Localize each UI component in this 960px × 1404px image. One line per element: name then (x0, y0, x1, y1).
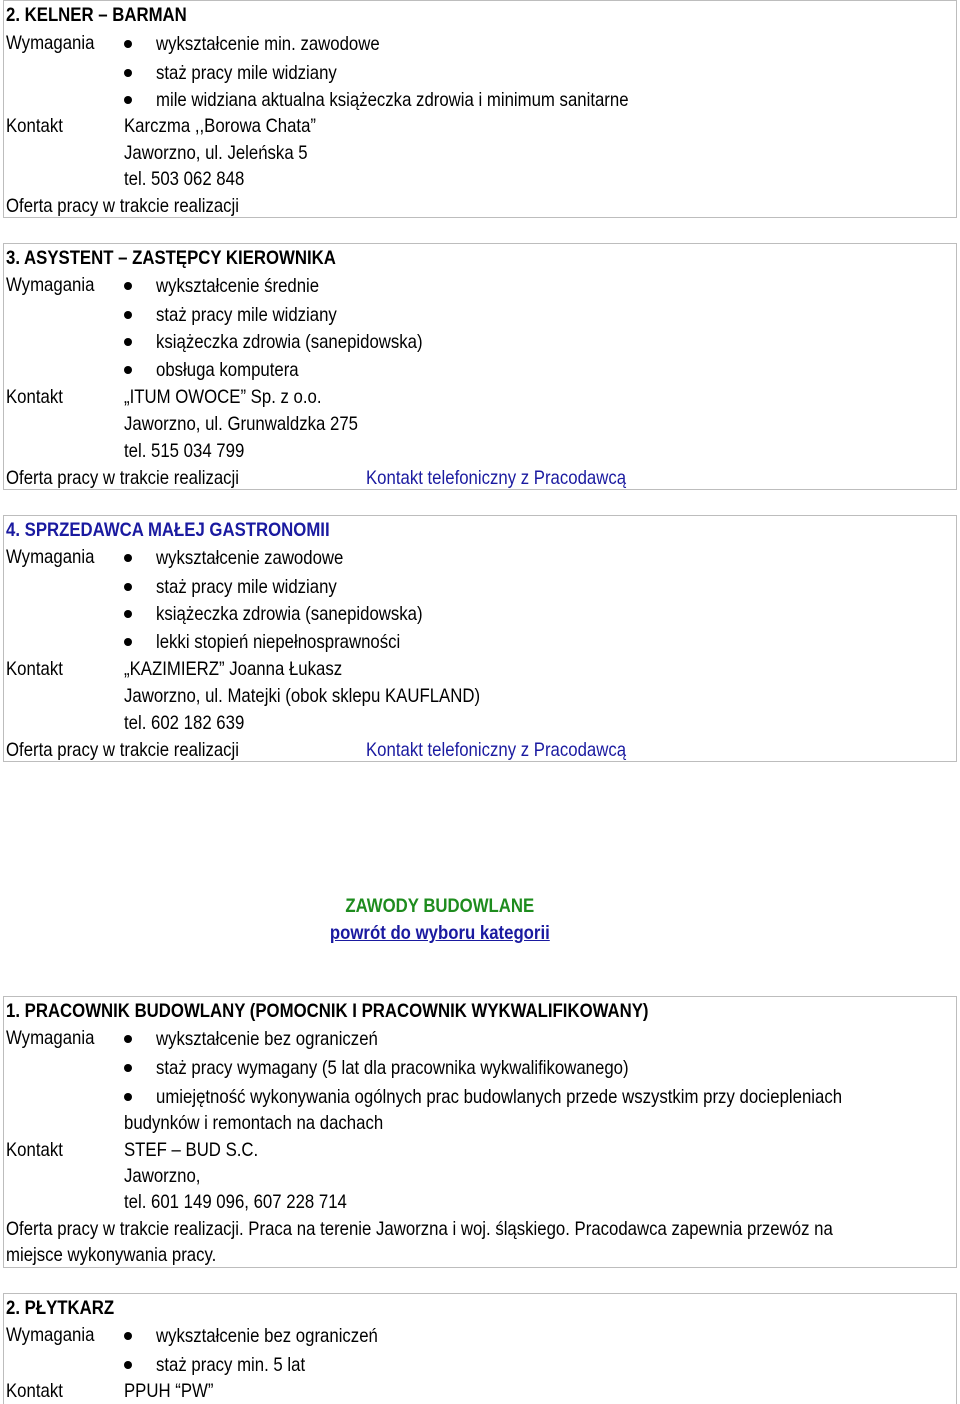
requirement-item: staż pracy mile widziany (156, 576, 337, 598)
offer-title: 2. KELNER – BARMAN (6, 4, 187, 26)
requirement-item: staż pracy mile widziany (156, 304, 337, 326)
back-to-categories-link-row (0, 920, 880, 946)
employer-name: Karczma ,,Borowa Chata” (124, 115, 317, 137)
requirement-item: staż pracy min. 5 lat (156, 1354, 306, 1376)
employer-name: „KAZIMIERZ” Joanna Łukasz (124, 658, 343, 680)
contact-label: Kontakt (6, 1380, 63, 1402)
offer-title: 3. ASYSTENT – ZASTĘPCY KIEROWNIKA (6, 247, 336, 269)
requirement-item: wykształcenie min. zawodowe (156, 33, 380, 55)
requirement-item: wykształcenie zawodowe (156, 547, 344, 569)
bullet-icon (124, 554, 132, 562)
employer-phone: tel. 515 034 799 (124, 440, 245, 462)
employer-address: Jaworzno, ul. Grunwaldzka 275 (124, 413, 358, 435)
phone-contact-note: Kontakt telefoniczny z Pracodawcą (366, 467, 627, 489)
bullet-icon (124, 1332, 132, 1340)
requirement-item: wykształcenie bez ograniczeń (156, 1028, 378, 1050)
contact-label: Kontakt (6, 115, 63, 137)
requirement-item: wykształcenie średnie (156, 275, 320, 297)
requirement-item: obsługa komputera (156, 359, 299, 381)
job-offer-kelner (3, 0, 957, 218)
employer-name: „ITUM OWOCE” Sp. z o.o. (124, 386, 322, 408)
employer-phone: tel. 503 062 848 (124, 168, 245, 190)
job-offer-plytkarz (3, 1293, 957, 1404)
requirement-item: lekki stopień niepełnosprawności (156, 631, 401, 653)
offer-title: 4. SPRZEDAWCA MAŁEJ GASTRONOMII (6, 519, 330, 541)
job-offer-sprzedawca (3, 515, 957, 762)
bullet-icon (124, 96, 132, 104)
bullet-icon (124, 1093, 132, 1101)
contact-label: Kontakt (6, 658, 63, 680)
bullet-icon (124, 1035, 132, 1043)
employer-name: STEF – BUD S.C. (124, 1139, 259, 1161)
employer-address: Jaworzno, (124, 1165, 201, 1187)
requirements-label: Wymagania (6, 1324, 95, 1346)
bullet-icon (124, 282, 132, 290)
bullet-icon (124, 40, 132, 48)
back-to-categories-link[interactable]: powrót do wyboru kategorii (330, 922, 550, 944)
requirements-label: Wymagania (6, 546, 95, 568)
offer-status: Oferta pracy w trakcie realizacji. Praca na terenie Jaworzna i woj. śląskiego. Pracodawca zapewnia przewóz na (6, 1218, 833, 1240)
offer-status: Oferta pracy w trakcie realizacji (6, 739, 239, 761)
requirement-item: książeczka zdrowia (sanepidowska) (156, 331, 423, 353)
requirement-item-continued: budynków i remontach na dachach (124, 1112, 384, 1134)
bullet-icon (124, 1361, 132, 1369)
job-offer-pracownik-budowlany (3, 996, 957, 1268)
employer-address: Jaworzno, ul. Matejki (obok sklepu KAUFLAND) (124, 685, 481, 707)
requirements-label: Wymagania (6, 1027, 95, 1049)
offer-status-continued: miejsce wykonywania pracy. (6, 1244, 217, 1266)
requirements-label: Wymagania (6, 32, 95, 54)
employer-address: Jaworzno, ul. Jeleńska 5 (124, 142, 308, 164)
requirements-label: Wymagania (6, 274, 95, 296)
employer-name: PPUH “PW” (124, 1380, 214, 1402)
bullet-icon (124, 610, 132, 618)
bullet-icon (124, 638, 132, 646)
requirement-item: książeczka zdrowia (sanepidowska) (156, 603, 423, 625)
bullet-icon (124, 583, 132, 591)
bullet-icon (124, 311, 132, 319)
offer-status: Oferta pracy w trakcie realizacji (6, 467, 239, 489)
bullet-icon (124, 1064, 132, 1072)
requirement-item: mile widziana aktualna książeczka zdrowia i minimum sanitarne (156, 89, 629, 111)
phone-contact-note: Kontakt telefoniczny z Pracodawcą (366, 739, 627, 761)
bullet-icon (124, 366, 132, 374)
contact-label: Kontakt (6, 386, 63, 408)
offer-status: Oferta pracy w trakcie realizacji (6, 195, 239, 217)
offer-title: 2. PŁYTKARZ (6, 1297, 115, 1319)
bullet-icon (124, 69, 132, 77)
category-heading: ZAWODY BUDOWLANE (345, 895, 535, 917)
employer-phone: tel. 602 182 639 (124, 712, 245, 734)
contact-label: Kontakt (6, 1139, 63, 1161)
requirement-item: staż pracy mile widziany (156, 62, 337, 84)
requirement-item: wykształcenie bez ograniczeń (156, 1325, 378, 1347)
bullet-icon (124, 338, 132, 346)
requirement-item: staż pracy wymagany (5 lat dla pracownika wykwalifikowanego) (156, 1057, 629, 1079)
requirement-item: umiejętność wykonywania ogólnych prac budowlanych przede wszystkim przy dociepleniach (156, 1086, 843, 1108)
job-offer-asystent (3, 243, 957, 490)
offer-title: 1. PRACOWNIK BUDOWLANY (POMOCNIK I PRACOWNIK WYKWALIFIKOWANY) (6, 1000, 649, 1022)
employer-phone: tel. 601 149 096, 607 228 714 (124, 1191, 347, 1213)
